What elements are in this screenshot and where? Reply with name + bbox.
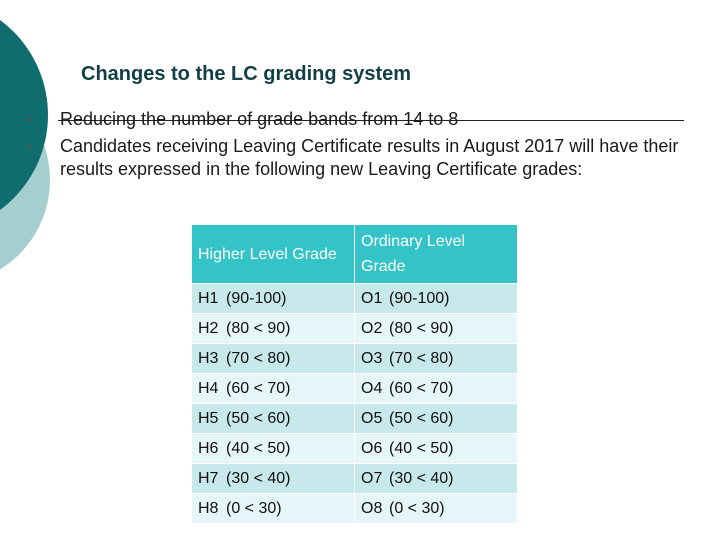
higher-grade-cell <box>192 284 355 314</box>
grade-range: (80 < 90) <box>226 319 291 337</box>
grade-code: O4 <box>361 379 383 397</box>
grade-code: H1 <box>198 289 219 307</box>
grade-code: O7 <box>361 469 383 487</box>
grade-code: O8 <box>361 499 383 517</box>
grade-range: (0 < 30) <box>389 499 445 517</box>
grade-code: H7 <box>198 469 219 487</box>
ordinary-grade-cell <box>355 284 518 314</box>
bullet-item <box>27 108 687 131</box>
grade-code: H4 <box>198 379 219 397</box>
grade-code: H6 <box>198 439 219 457</box>
grade-range: (50 < 60) <box>226 409 291 427</box>
header-higher-level: Higher Level Grade <box>192 225 355 284</box>
table-row <box>192 464 518 494</box>
grade-range: (40 < 50) <box>389 439 454 457</box>
bullet-dot-icon: • <box>27 138 32 154</box>
table-header-row <box>192 225 518 284</box>
grade-range: (60 < 70) <box>389 379 454 397</box>
grade-code: O2 <box>361 319 383 337</box>
bullet-item <box>27 135 687 181</box>
slide-title: Changes to the LC grading system <box>81 63 412 85</box>
grade-code: H8 <box>198 499 219 517</box>
grades-table <box>192 225 518 524</box>
bullet-list <box>27 108 687 185</box>
ordinary-grade-cell <box>355 434 518 464</box>
higher-grade-cell <box>192 314 355 344</box>
table-row <box>192 344 518 374</box>
grade-code: O3 <box>361 349 383 367</box>
grade-range: (70 < 80) <box>389 349 454 367</box>
ordinary-grade-cell <box>355 494 518 524</box>
table-row <box>192 404 518 434</box>
grade-range: (80 < 90) <box>389 319 454 337</box>
table-row <box>192 284 518 314</box>
grade-code: H5 <box>198 409 219 427</box>
grade-range: (30 < 40) <box>226 469 291 487</box>
table-row <box>192 374 518 404</box>
grade-range: (30 < 40) <box>389 469 454 487</box>
grade-range: (40 < 50) <box>226 439 291 457</box>
grade-range: (0 < 30) <box>226 499 282 517</box>
table-row <box>192 314 518 344</box>
grade-code: O6 <box>361 439 383 457</box>
grade-range: (70 < 80) <box>226 349 291 367</box>
header-ordinary-level: Ordinary Level Grade <box>355 225 518 284</box>
higher-grade-cell <box>192 374 355 404</box>
grade-code: O1 <box>361 289 383 307</box>
ordinary-grade-cell <box>355 314 518 344</box>
ordinary-grade-cell <box>355 344 518 374</box>
table-row <box>192 494 518 524</box>
bullet-dot-icon: • <box>27 111 32 127</box>
ordinary-grade-cell <box>355 404 518 434</box>
grade-range: (90-100) <box>226 289 287 307</box>
higher-grade-cell <box>192 344 355 374</box>
higher-grade-cell <box>192 464 355 494</box>
grade-range: (60 < 70) <box>226 379 291 397</box>
grade-code: H2 <box>198 319 219 337</box>
ordinary-grade-cell <box>355 374 518 404</box>
higher-grade-cell <box>192 434 355 464</box>
grade-range: (90-100) <box>389 289 450 307</box>
bullet-text: Reducing the number of grade bands from 14 to 8 <box>60 109 459 129</box>
higher-grade-cell <box>192 404 355 434</box>
grade-code: O5 <box>361 409 383 427</box>
grade-code: H3 <box>198 349 219 367</box>
ordinary-grade-cell <box>355 464 518 494</box>
higher-grade-cell <box>192 494 355 524</box>
grade-range: (50 < 60) <box>389 409 454 427</box>
table-row <box>192 434 518 464</box>
bullet-text: Candidates receiving Leaving Certificate results in August 2017 will have their results expressed in the following new Leaving Certificate grades: <box>60 136 679 179</box>
